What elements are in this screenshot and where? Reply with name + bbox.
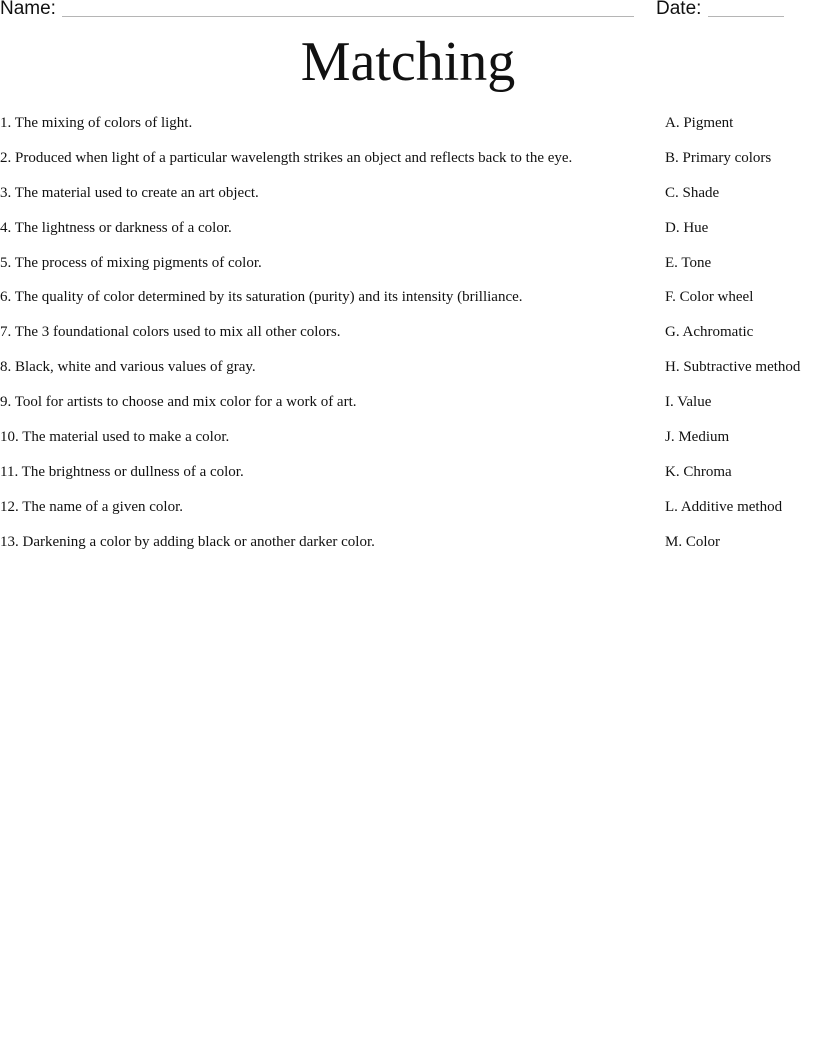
matching-row	[0, 287, 816, 322]
matching-row	[0, 322, 816, 357]
clue-text: 3. The material used to create an art object.	[0, 184, 259, 201]
name-label: Name:	[0, 0, 56, 19]
answer-option: M. Color	[665, 533, 721, 550]
matching-row	[0, 357, 816, 392]
answer-option: I. Value	[665, 394, 712, 411]
clue-text: 9. Tool for artists to choose and mix color for a work of art.	[0, 394, 357, 411]
matching-row	[0, 392, 816, 427]
date-field-line[interactable]	[708, 16, 784, 17]
clue-text: 12. The name of a given color.	[0, 498, 184, 515]
clue-text: 5. The process of mixing pigments of color.	[0, 254, 262, 271]
clue-text: 8. Black, white and various values of gray.	[0, 359, 256, 376]
clue-text: 7. The 3 foundational colors used to mix all other colors.	[0, 324, 341, 341]
matching-row	[0, 497, 816, 532]
matching-row	[0, 532, 816, 567]
matching-list	[0, 113, 816, 567]
clue-text: 2. Produced when light of a particular wavelength strikes an object and reflects back to the eye.	[0, 149, 573, 166]
clue-text: 10. The material used to make a color.	[0, 429, 230, 446]
clue-text: 4. The lightness or darkness of a color.	[0, 219, 232, 236]
matching-row	[0, 218, 816, 253]
answer-option: J. Medium	[665, 429, 730, 446]
answer-option: B. Primary colors	[665, 149, 772, 166]
name-field-line[interactable]	[62, 16, 634, 17]
answer-option: G. Achromatic	[665, 324, 754, 341]
answer-option: E. Tone	[665, 254, 712, 271]
clue-text: 6. The quality of color determined by its saturation (purity) and its intensity (brilliance.	[0, 289, 523, 306]
clue-text: 13. Darkening a color by adding black or another darker color.	[0, 533, 375, 550]
answer-option: D. Hue	[665, 219, 709, 236]
page-title: Matching	[300, 31, 516, 93]
matching-row	[0, 113, 816, 148]
matching-row	[0, 427, 816, 462]
matching-row	[0, 148, 816, 183]
answer-option: F. Color wheel	[665, 289, 754, 306]
answer-option: K. Chroma	[665, 463, 732, 480]
answer-option: C. Shade	[665, 184, 720, 201]
matching-row	[0, 183, 816, 218]
worksheet-header	[0, 0, 816, 24]
answer-option: H. Subtractive method	[665, 359, 801, 376]
matching-row	[0, 462, 816, 497]
answer-option: A. Pigment	[665, 115, 734, 131]
clue-text: 11. The brightness or dullness of a color.	[0, 463, 244, 480]
clue-text: 1. The mixing of colors of light.	[0, 115, 193, 131]
date-label: Date:	[656, 0, 702, 19]
matching-row	[0, 253, 816, 288]
answer-option: L. Additive method	[665, 498, 783, 515]
